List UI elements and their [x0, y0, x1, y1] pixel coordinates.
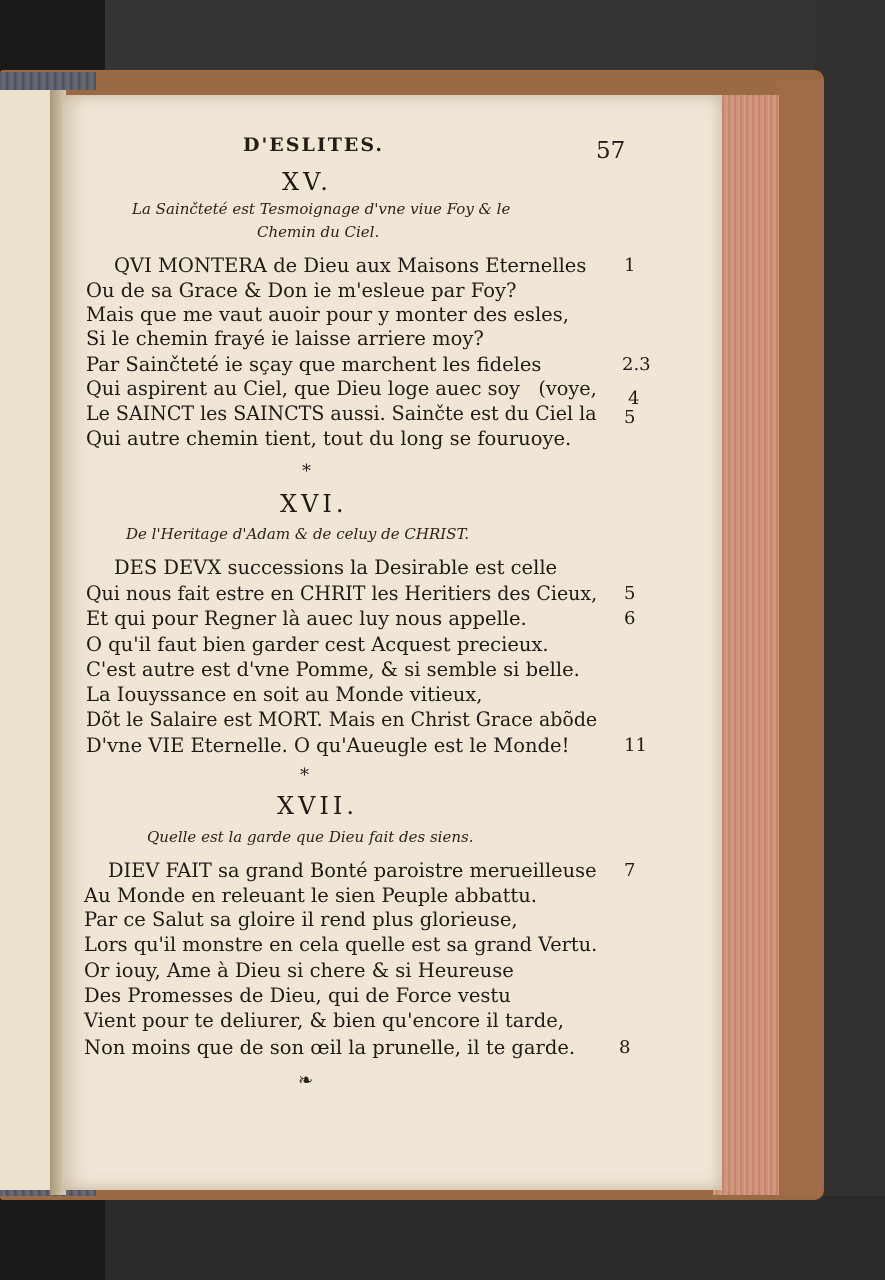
verse-line: Vient pour te deliurer, & bien qu'encore il tarde, — [84, 1009, 564, 1032]
verse-ref: 5 — [624, 583, 636, 604]
verse-line: Or iouy, Ame à Dieu si chere & si Heureuse — [84, 959, 514, 982]
verse-line: DIEV FAIT sa grand Bonté paroistre merueilleuse 7 — [108, 859, 636, 882]
verse-line: D'vne VIE Eternelle. O qu'Aueugle est le Monde! 11 — [86, 734, 647, 757]
section-number: XV. — [282, 168, 332, 196]
separator-star: * — [302, 461, 311, 482]
verse-ref: 5 — [624, 407, 636, 428]
running-head: D'ESLITES. — [243, 134, 385, 156]
verse-line: Et qui pour Regner là auec luy nous appelle. 6 — [86, 607, 636, 630]
verse-line: Non moins que de son œil la prunelle, il te garde. 8 — [84, 1036, 631, 1059]
background-top — [0, 0, 885, 78]
verse-line: Qui nous fait estre en CHRIT les Heritiers des Cieux, 5 — [86, 582, 636, 605]
verse-line: Des Promesses de Dieu, qui de Force vestu — [84, 984, 511, 1007]
background-bottom — [0, 1196, 885, 1280]
tailpiece-ornament: ❧ — [298, 1070, 314, 1091]
verse-line: C'est autre est d'vne Pomme, & si semble si belle. — [86, 658, 580, 681]
section-title-line: Chemin du Ciel. — [257, 223, 380, 241]
verse-line: QVI MONTERA de Dieu aux Maisons Eternelles 1 — [114, 254, 636, 277]
left-page-fragment — [0, 90, 55, 1190]
verse-ref: 8 — [619, 1037, 631, 1058]
verse-line: O qu'il faut bien garder cest Acquest precieux. — [86, 633, 549, 656]
verse-line: Le SAINCT les SAINCTS aussi. Sainčte est du Ciel la 5 — [62, 401, 702, 427]
verse-line: Dõt le Salaire est MORT. Mais en Christ Grace abõde — [86, 708, 598, 731]
verse-ref: 11 — [624, 735, 647, 756]
verse-line: Si le chemin frayé ie laisse arriere moy? — [86, 327, 484, 350]
cover-edge — [775, 80, 823, 1195]
verse-line: DES DEVX successions la Desirable est celle — [114, 556, 558, 579]
verse-ref: 2.3 — [622, 354, 651, 375]
verse-line: Qui aspirent au Ciel, que Dieu loge auec soy (voye, 4 — [62, 376, 702, 402]
page-number: 57 — [596, 138, 626, 164]
section-title-line: De l'Heritage d'Adam & de celuy de CHRIST. — [126, 525, 470, 543]
verse-line: Lors qu'il monstre en cela quelle est sa grand Vertu. — [84, 933, 598, 956]
verse-line: Qui autre chemin tient, tout du long se fouruoye. — [86, 427, 572, 450]
page-edges — [713, 95, 779, 1195]
verse-ref: 1 — [624, 255, 636, 276]
verse-line: La Iouyssance en soit au Monde vitieux, — [86, 683, 483, 706]
verse-ref: 6 — [624, 608, 636, 629]
verse-line: Mais que me vaut auoir pour y monter des esles, — [86, 303, 569, 326]
background-right — [815, 0, 885, 1280]
verse-line: Ou de sa Grace & Don ie m'esleue par Foy? — [86, 279, 517, 302]
section-number: XVII. — [277, 792, 359, 820]
section-number: XVI. — [280, 490, 348, 518]
section-title-line: Quelle est la garde que Dieu fait des siens. — [147, 828, 474, 846]
separator-star: * — [300, 765, 309, 786]
verse-line: Au Monde en releuant le sien Peuple abbattu. — [84, 884, 538, 907]
verse-ref: 4 — [628, 388, 640, 409]
verse-line: Par ce Salut sa gloire il rend plus glorieuse, — [84, 908, 518, 931]
section-title-line: La Sainčteté est Tesmoignage d'vne viue Foy & le — [132, 200, 511, 218]
headband-top — [0, 72, 96, 90]
right-page — [62, 95, 722, 1190]
verse-line: Par Sainčteté ie sçay que marchent les fideles 2.3 — [86, 353, 651, 376]
verse-ref: 7 — [624, 860, 636, 881]
